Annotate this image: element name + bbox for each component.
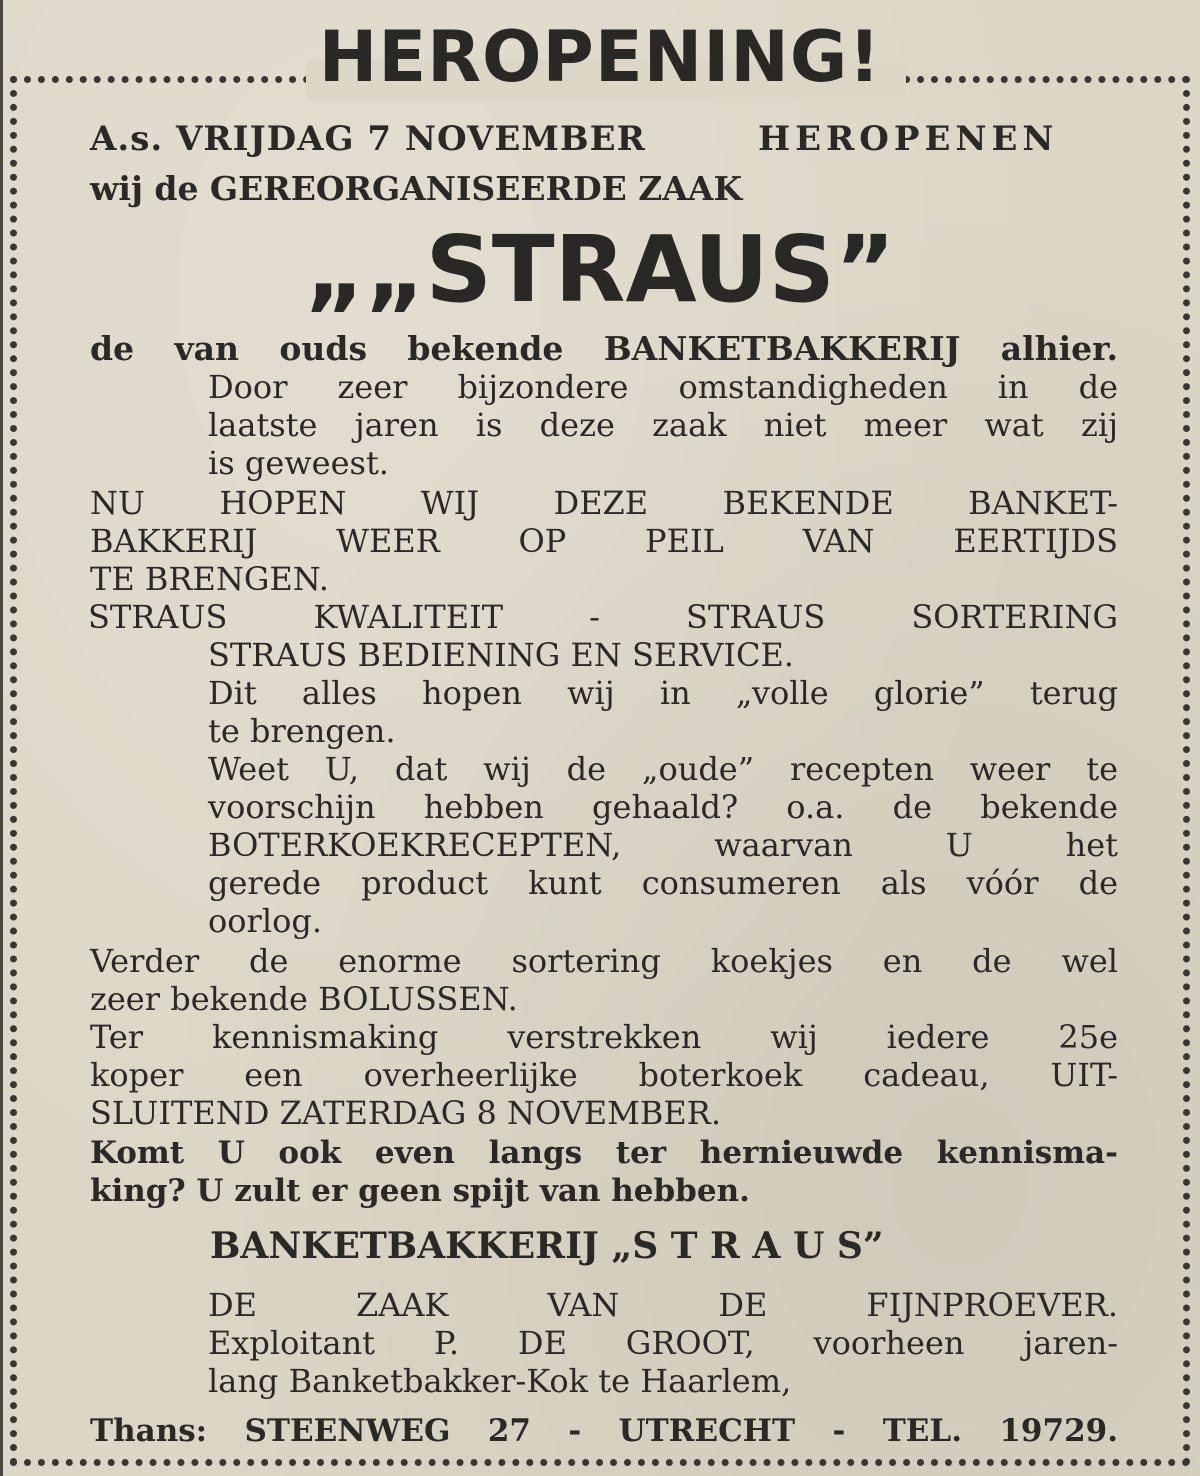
para7-line-2: koper een overheerlijke boterkoek cadeau, UIT- bbox=[90, 1056, 1118, 1094]
para2-line-1: NU HOPEN WIJ DEZE BEKENDE BANKET- bbox=[90, 484, 1118, 522]
para1-line-2: laatste jaren is deze zaak niet meer wat zij bbox=[208, 406, 1118, 444]
para2-line-2: BAKKERIJ WEER OP PEIL VAN EERTIJDS bbox=[90, 522, 1118, 560]
para1-line-1: Door zeer bijzondere omstandigheden in de bbox=[208, 368, 1118, 406]
para4-line-2: te brengen. bbox=[208, 712, 396, 750]
line-bekend: de van ouds bekende BANKETBAKKERIJ alhier. bbox=[90, 329, 1118, 368]
para7-line-1: Ter kennismaking verstrekken wij iedere 25e bbox=[90, 1018, 1118, 1056]
para9-line-2: Exploitant P. DE GROOT, voorheen jaren- bbox=[208, 1324, 1118, 1362]
intro-line-1-left: A.s. VRIJDAG 7 NOVEMBER bbox=[90, 119, 646, 159]
para5-line-3: BOTERKOEKRECEPTEN, waarvan U het bbox=[208, 826, 1118, 864]
address-line: Thans: STEENWEG 27 - UTRECHT - TEL. 19729. bbox=[90, 1413, 1118, 1449]
headline: HEROPENING! bbox=[318, 16, 882, 98]
intro-line-2: wij de GEREORGANISEERDE ZAAK bbox=[90, 169, 743, 208]
para5-line-1: Weet U, dat wij de „oude” recepten weer te bbox=[208, 750, 1118, 788]
para2-line-3: TE BRENGEN. bbox=[90, 560, 329, 598]
shop-name: „„STRAUS” bbox=[304, 216, 896, 323]
para5-line-5: oorlog. bbox=[208, 902, 322, 940]
para8-line-1: Komt U ook even langs ter hernieuwde kennisma- bbox=[90, 1135, 1118, 1171]
para7-line-3: SLUITEND ZATERDAG 8 NOVEMBER. bbox=[90, 1094, 722, 1132]
para5-line-2: voorschijn hebben gehaald? o.a. de bekende bbox=[208, 788, 1118, 826]
para6-line-2: zeer bekende BOLUSSEN. bbox=[90, 980, 518, 1018]
para8-line-2: king? U zult er geen spijt van hebben. bbox=[90, 1173, 750, 1209]
para3-line-2: STRAUS BEDIENING EN SERVICE. bbox=[208, 636, 794, 674]
para9-line-3: lang Banketbakker-Kok te Haarlem, bbox=[208, 1362, 792, 1400]
para3-line-1: STRAUS KWALITEIT - STRAUS SORTERING bbox=[88, 598, 1118, 636]
para9-line-1: DE ZAAK VAN DE FIJNPROEVER. bbox=[208, 1286, 1118, 1324]
column-rule bbox=[0, 0, 3, 1476]
para5-line-4: gerede product kunt consumeren als vóór de bbox=[208, 864, 1118, 902]
para6-line-1: Verder de enorme sortering koekjes en de wel bbox=[90, 942, 1118, 980]
intro-line-1-right: HEROPENEN bbox=[758, 119, 1059, 159]
para4-line-1: Dit alles hopen wij in „volle glorie” terug bbox=[208, 674, 1118, 712]
para1-line-3: is geweest. bbox=[208, 444, 389, 482]
signature-name: BANKETBAKKERIJ „S T R A U S” bbox=[210, 1225, 884, 1267]
